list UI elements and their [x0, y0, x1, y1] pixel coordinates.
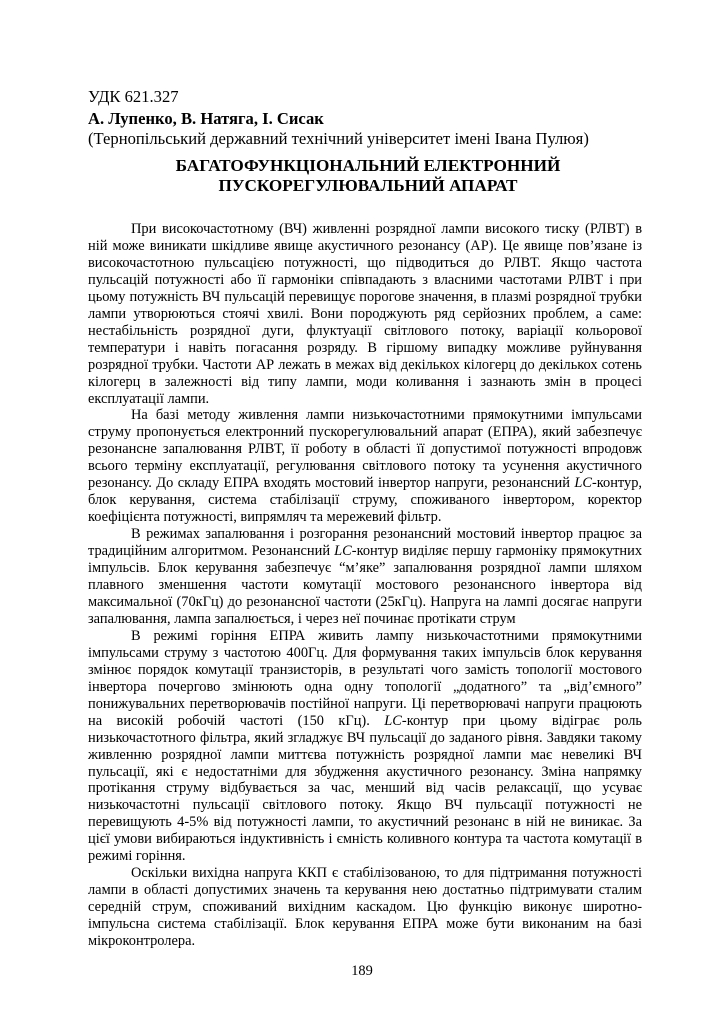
paragraph-4 [88, 628, 642, 865]
title-line-1: БАГАТОФУНКЦІОНАЛЬНИЙ ЕЛЕКТРОННИЙ [175, 156, 561, 175]
body-text [88, 221, 642, 950]
paragraph-5 [88, 865, 642, 950]
paragraph-2-text-b: -контур, блок керування, система стабілізації струму, споживаного інвертором, коректор коефіцієнта потужності, випрямляч та мережевий фільтр. [88, 475, 642, 526]
affiliation: (Тернопільський державний технічний університет імені Івана Пулюя) [88, 129, 589, 148]
udc-code: УДК 621.327 [88, 87, 179, 106]
paragraph-3 [88, 526, 642, 628]
title-line-2: ПУСКОРЕГУЛЮВАЛЬНИЙ АПАРАТ [218, 176, 518, 195]
page-number: 189 [351, 963, 373, 979]
paragraph-1 [88, 221, 642, 407]
paragraph-2 [88, 407, 642, 526]
paragraph-2-text-a: На базі методу живлення лампи низькочастотними прямокутними імпульсами струму пропонується електронний пускорегулювальний апарат (ЕПРА), який забезпечує резонансне запалювання РЛВТ, її роботу в області її допустимої потужності впродовж всього терміну експлуатації, регулювання світлового потоку та усунення акустичного резонансу. До складу ЕПРА входять мостовий інвертор напруги, резонансний [88, 407, 642, 492]
lc-term: LC [334, 543, 352, 560]
paragraph-4-text-a: В режимі горіння ЕПРА живить лампу низькочастотними прямокутними імпульсами струму з частотою 400Гц. Для формування таких імпульсів блок керування змінює порядок комутації транзисторів, в результаті чого замість топології мостового інвертора почергово змінюють одна одну топології „додатного” та „від’ємного” понижувальних перетворювачів постійної напруги. Ці перетворювачі напруги працюють на високій робочій частоті (150 кГц). [88, 627, 642, 729]
paragraph-3-text-b: -контур виділяє першу гармоніку прямокутних імпульсів. Блок керування забезпечує “м’яке” запалювання розрядної лампи шляхом плавного зменшення частоти комутації мостового резонансного інвертора від максимальної (70кГц) до резонансної частоти (25кГц). Напруга на лампі досягає напруги запалювання, лампа запалюється, і через неї починає протікати струм [88, 543, 643, 627]
lc-term: LC [574, 475, 592, 492]
authors: А. Лупенко, В. Натяга, І. Сисак [88, 109, 324, 128]
paragraph-3-text-a: В режимах запалювання і розгорання резонансний мостовий інвертор працює за традиційним алгоритмом. Резонансний [88, 526, 642, 560]
paper-title [88, 156, 648, 196]
lc-term: LC [384, 712, 402, 729]
paragraph-5-text: Оскільки вихідна напруга ККП є стабілізованою, то для підтримання потужності лампи в області допустимих значень та керування нею достатньо підтримувати сталим середній струм, споживаний вихідним каскадом. Цю функцію виконує широтно-імпульсна система стабілізації. Блок керування ЕПРА може бути виконаним на базі мікроконтролера. [88, 865, 642, 950]
paragraph-4-text-b: -контур при цьому відіграє роль низькочастотного фільтра, який згладжує ВЧ пульсації до заданого рівня. Завдяки такому живленню розрядної лампи миттєва потужність розрядної лампи має невеликі ВЧ пульсації, які є недостатніми для збудження акустичного резонансу. Зміна напрямку протікання струму відбувається за час, менший від часів релаксації, що усуває низькочастотні пульсації світлового потоку. Якщо ВЧ пульсації потужності не перевищують 4-5% від потужності лампи, то акустичний резонанс в ній не виникає. За цієї умови вибираються індуктивність і ємність коливного контура та частота комутації в режимі горіння. [88, 712, 642, 865]
paragraph-1-text: При високочастотному (ВЧ) живленні розрядної лампи високого тиску (РЛВТ) в ній може виникати шкідливе явище акустичного резонансу (АР). Це явище пов’язане із високочастотною пульсацією потужності, що підводиться до РЛВТ. Якщо частота пульсацій потужності або її гармоніки співпадають з власними частотами РЛВТ і при цьому потужність ВЧ пульсацій перевищує порогове значення, в плазмі розрядної трубки лампи утворюються стоячі хвилі. Вони породжують ряд серйозних проблем, а саме: нестабільність розрядної дуги, флуктуації світлового потоку, варіації кольорової температури і навіть погасання розряду. В гіршому випадку можливе руйнування розрядної трубки. Частоти АР лежать в межах від декількох кілогерц до декількох сотень кілогерц в залежності від типу лампи, моди коливання і зазнають змін в процесі експлуатації лампи. [88, 221, 642, 407]
